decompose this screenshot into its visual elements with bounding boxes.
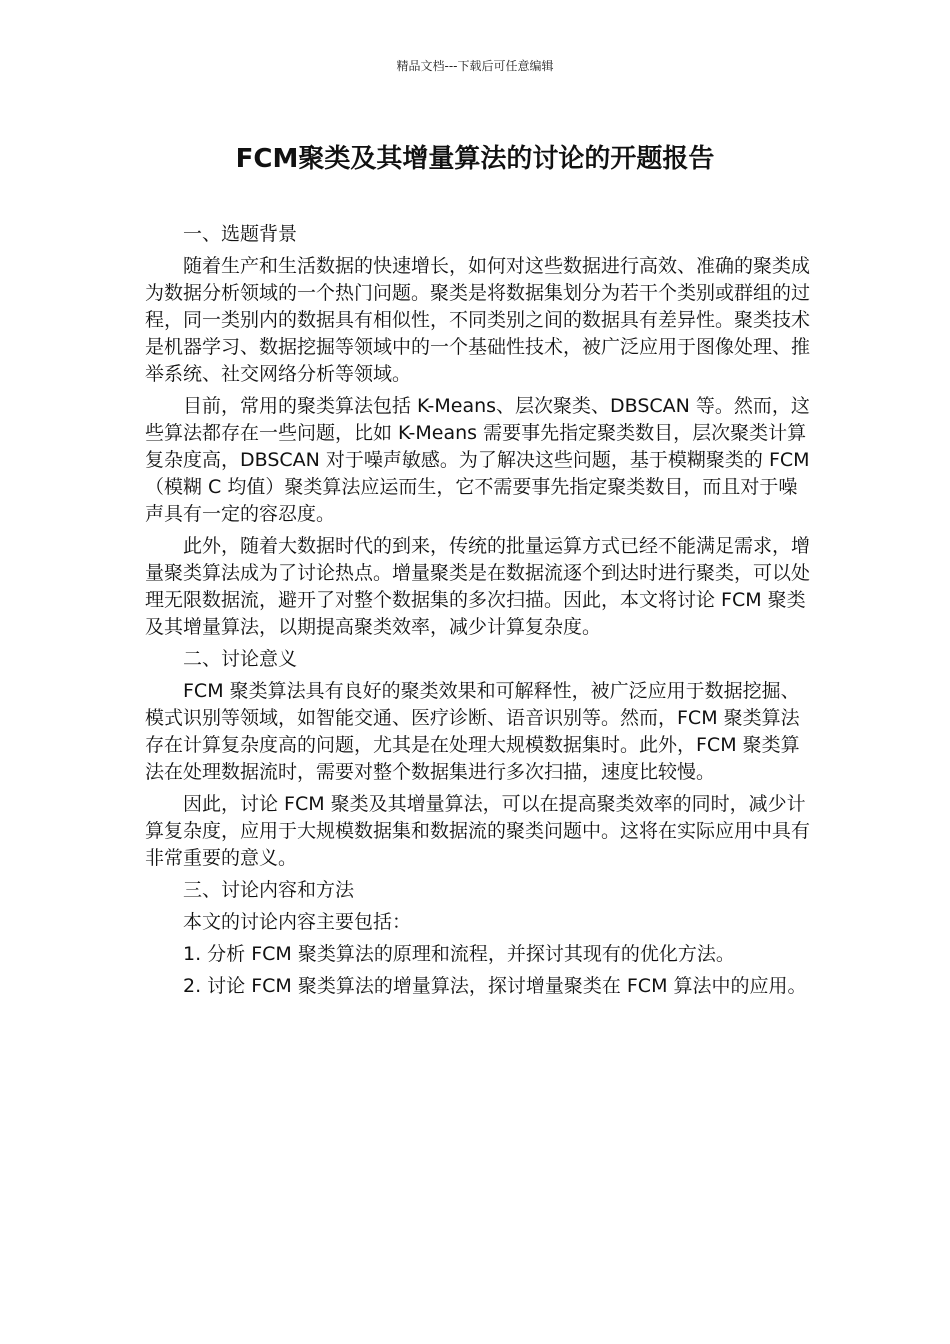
paragraph: FCM 聚类算法具有良好的聚类效果和可解释性，被广泛应用于数据挖掘、模式识别等领域，如智能交通、医疗诊断、语音识别等。然而，FCM 聚类算法存在计算复杂度高的问题，尤其是在处理大规模数据集时。此外，FCM 聚类算法在处理数据流时，需要对整个数据集进行多次扫描，速度比较慢。 [145,680,800,783]
paragraph: 此外，随着大数据时代的到来，传统的批量运算方式已经不能满足需求，增量聚类算法成为了讨论热点。增量聚类是在数据流逐个到达时进行聚类，可以处理无限数据流，避开了对整个数据集的多次扫描。因此，本文将讨论 FCM 聚类及其增量算法，以期提高聚类效率，减少计算复杂度。 [145,535,811,638]
section-heading-3: 三、讨论内容和方法 [183,879,355,901]
document-title: FCM聚类及其增量算法的讨论的开题报告 [235,144,715,174]
paragraph: 随着生产和生活数据的快速增长，如何对这些数据进行高效、准确的聚类成为数据分析领域的一个热门问题。聚类是将数据集划分为若干个类别或群组的过程，同一类别内的数据具有相似性，不同类别之间的数据具有差异性。聚类技术是机器学习、数据挖掘等领域中的一个基础性技术，被广泛应用于图像处理、推举系统、社交网络分析等领域。 [145,255,811,385]
list-item: 2. 讨论 FCM 聚类算法的增量算法，探讨增量聚类在 FCM 算法中的应用。 [183,975,807,997]
document-body [145,216,811,1000]
paragraph: 因此，讨论 FCM 聚类及其增量算法，可以在提高聚类效率的同时，减少计算复杂度，应用于大规模数据集和数据流的聚类问题中。这将在实际应用中具有非常重要的意义。 [145,793,811,869]
section-heading-1: 一、选题背景 [183,223,298,245]
paragraph: 本文的讨论内容主要包括： [183,911,412,933]
list-item: 1. 分析 FCM 聚类算法的原理和流程，并探讨其现有的优化方法。 [183,943,735,965]
section-heading-2: 二、讨论意义 [183,648,298,670]
page-header: 精品文档---下载后可任意编辑 [396,59,554,73]
paragraph: 目前，常用的聚类算法包括 K-Means、层次聚类、DBSCAN 等。然而，这些算法都存在一些问题，比如 K-Means 需要事先指定聚类数目，层次聚类计算复杂度高，DBSCAN 对于噪声敏感。为了解决这些问题，基于模糊聚类的 FCM（模糊 C 均值）聚类算法应运而生，它不需要事先指定聚类数目，而且对于噪声具有一定的容忍度。 [145,395,810,525]
